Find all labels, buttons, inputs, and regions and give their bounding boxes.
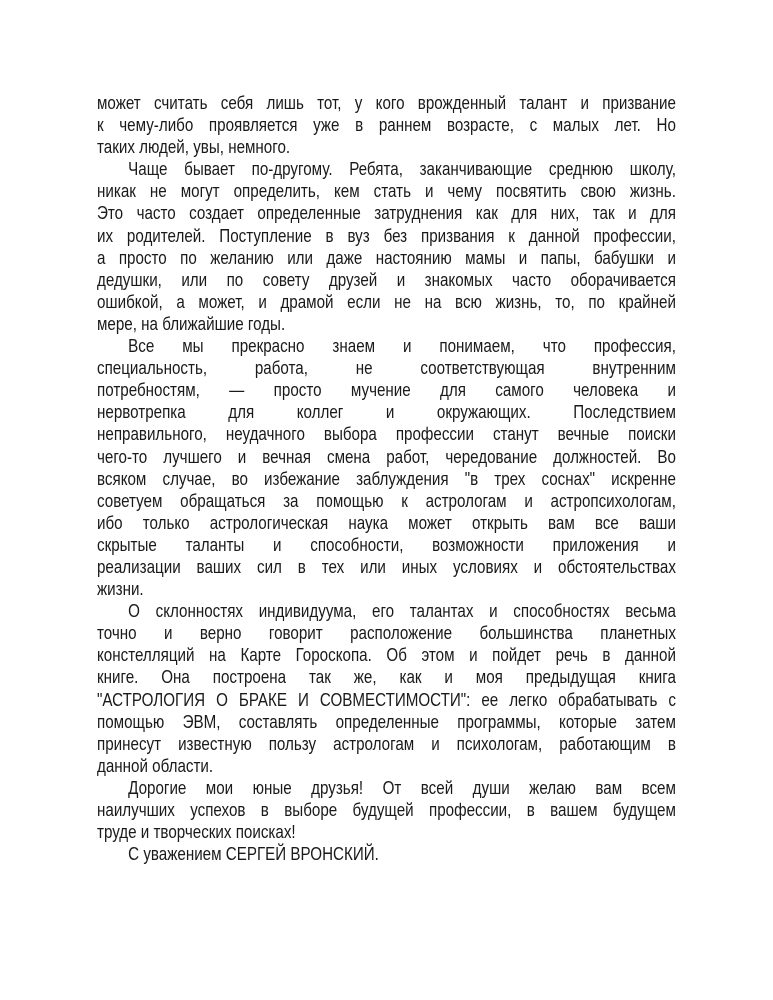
text-line: Все мы прекрасно знаем и понимаем, что профессия, <box>128 335 676 357</box>
text-line: неправильного, неудачного выбора профессии станут вечные поиски <box>97 423 676 445</box>
text-line: реализации ваших сил в тех или иных условиях и обстоятельствах <box>97 555 676 577</box>
text-line: О склонностях индивидуума, его талантах и способностях весьма <box>128 600 676 622</box>
text-line: данной области. <box>97 754 214 776</box>
paragraph <box>97 600 676 777</box>
text-line: "АСТРОЛОГИЯ О БРАКЕ И СОВМЕСТИМОСТИ": ее легко обрабатывать с <box>97 688 676 710</box>
text-line: жизни. <box>97 578 144 600</box>
text-line: Чаще бывает по-другому. Ребята, заканчивающие среднюю школу, <box>128 158 676 180</box>
text-line: всяком случае, во избежание заблуждения "в трех соснах" искренне <box>97 467 676 489</box>
text-line: труде и творческих поисках! <box>97 821 296 843</box>
paragraph <box>97 843 676 865</box>
text-line: скрытые таланты и способности, возможности приложения и <box>97 533 676 555</box>
document-page <box>97 92 676 865</box>
text-line: к чему-либо проявляется уже в раннем возрасте, с малых лет. Но <box>97 114 676 136</box>
text-line: потребностям, — просто мучение для самого человека и <box>97 379 676 401</box>
text-line: ошибкой, а может, и драмой если не на всю жизнь, то, по крайней <box>97 290 676 312</box>
text-line: специальность, работа, не соответствующая внутренним <box>97 357 676 379</box>
text-line: а просто по желанию или даже настоянию мамы и папы, бабушки и <box>97 246 676 268</box>
text-line: никак не могут определить, кем стать и чему посвятить свою жизнь. <box>97 180 676 202</box>
text-line: чего-то лучшего и вечная смена работ, чередование должностей. Во <box>97 445 676 467</box>
text-line: Дорогие мои юные друзья! От всей души желаю вам всем <box>128 776 676 798</box>
text-line: ибо только астрологическая наука может открыть вам все ваши <box>97 511 676 533</box>
text-line: может считать себя лишь тот, у кого врожденный талант и призвание <box>97 92 676 113</box>
text-line: принесут известную пользу астрологам и психологам, работающим в <box>97 732 676 754</box>
text-line: помощью ЭВМ, составлять определенные программы, которые затем <box>97 710 676 732</box>
text-line: советуем обращаться за помощью к астрологам и астропсихологам, <box>97 489 676 511</box>
text-line: мере, на ближайшие годы. <box>97 312 286 334</box>
paragraph <box>97 92 676 158</box>
text-line: дедушки, или по совету друзей и знакомых часто оборачивается <box>97 268 676 290</box>
paragraph <box>97 158 676 335</box>
text-line: нервотрепка для коллег и окружающих. Последствием <box>97 401 676 423</box>
paragraph <box>97 335 676 600</box>
text-line: таких людей, увы, немного. <box>97 136 291 158</box>
text-line: Это часто создает определенные затруднения как для них, так и для <box>97 202 676 224</box>
text-line: их родителей. Поступление в вуз без призвания к данной профессии, <box>97 224 676 246</box>
text-line: наилучших успехов в выборе будущей профессии, в вашем будущем <box>97 799 676 820</box>
paragraph <box>97 777 676 843</box>
text-line: книге. Она построена так же, как и моя предыдущая книга <box>97 666 676 688</box>
text-line: С уважением СЕРГЕЙ ВРОНСКИЙ. <box>128 843 379 865</box>
text-line: констелляций на Карте Гороскопа. Об этом и пойдет речь в данной <box>97 644 676 666</box>
text-line: точно и верно говорит расположение большинства планетных <box>97 622 676 644</box>
